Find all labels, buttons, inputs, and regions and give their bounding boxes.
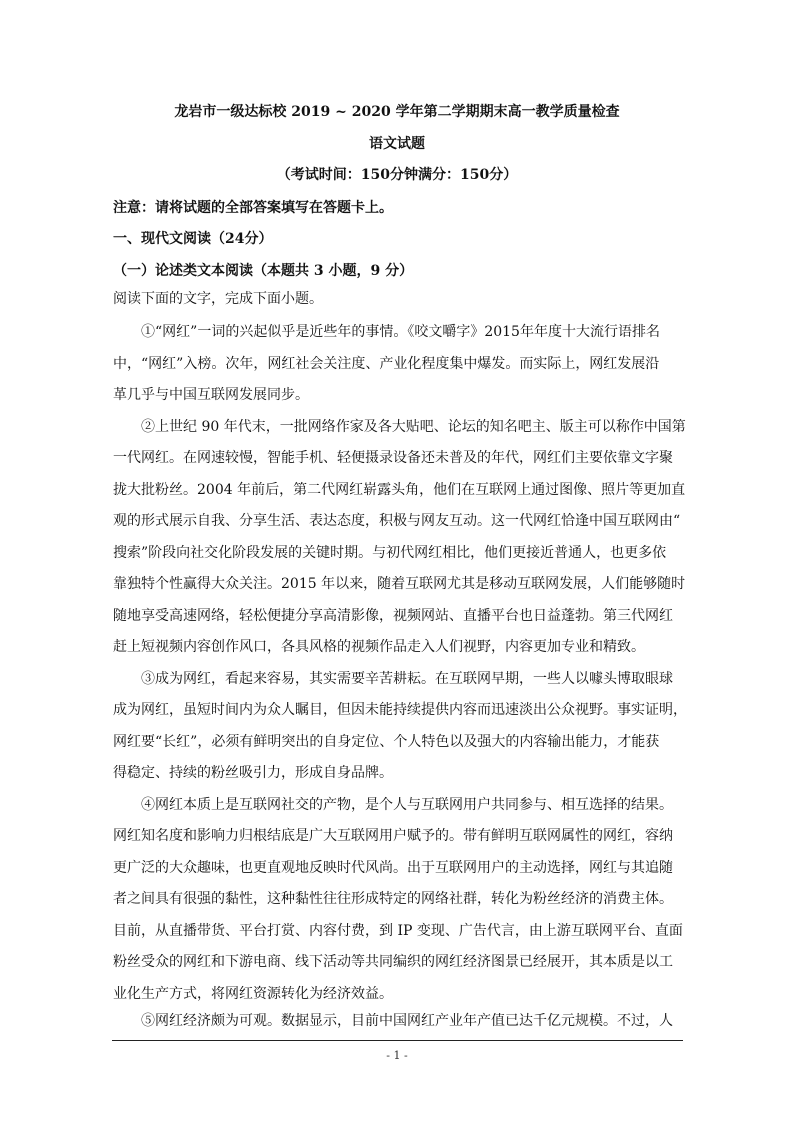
paragraph-line: 粉丝受众的网红和下游电商、线下活动等共同编织的网红经济图景已经展开，其本质是以工: [113, 954, 673, 970]
paragraph-line: 目前，从直播带货、平台打赏、内容付费，到 IP 变现、广告代言，由上游互联网平台、直面: [113, 923, 683, 939]
paragraph-line: 革几乎与中国互联网发展同步。: [113, 387, 309, 403]
paragraph-line: ③成为网红，看起来容易，其实需要辛苦耕耘。在互联网早期，一些人以噱头博取眼球: [141, 671, 673, 687]
paragraph-line: 网红要“长红”，必须有鲜明突出的自身定位、个人特色以及强大的内容输出能力，才能获: [113, 734, 660, 750]
subject-title: 语文试题: [369, 136, 425, 152]
paragraph-line: 更广泛的大众趣味，也更直观地反映时代风尚。出于互联网用户的主动选择，网红与其追随: [113, 860, 673, 876]
paragraph-line: 业化生产方式，将网红资源转化为经济效益。: [113, 986, 393, 1002]
page-number: - 1 -: [386, 1049, 408, 1062]
paragraph-line: 搜索”阶段向社交化阶段发展的关键时期。与初代网红相比，他们更接近普通人，也更多依: [113, 545, 667, 561]
paragraph-line: ④网红本质上是互联网社交的产物，是个人与互联网用户共同参与、相互选择的结果。: [141, 797, 673, 813]
paragraph-line: ⑤网红经济颇为可观。数据显示，目前中国网红产业年产值已达千亿元规模。不过，人: [141, 1013, 673, 1029]
paragraph-line: 赶上短视频内容创作风口，各具风格的视频作品走入人们视野，内容更加专业和精致。: [113, 639, 645, 655]
paragraph-line: 得稳定、持续的粉丝吸引力，形成自身品牌。: [113, 765, 393, 781]
paragraph-line: ①“网红”一词的兴起似乎是近些年的事情。《咬文嚼字》2015年年度十大流行语排名: [141, 324, 660, 340]
paragraph-line: 拢大批粉丝。2004 年前后，第二代网红崭露头角，他们在互联网上通过图像、照片等更加直: [113, 482, 686, 498]
paragraph-line: 者之间具有很强的黏性，这种黏性往往形成特定的网络社群，转化为粉丝经济的消费主体。: [113, 891, 673, 907]
paragraph-line: 随地享受高速网络，轻松便捷分享高清影像，视频网站、直播平台也日益蓬勃。第三代网红: [113, 608, 673, 624]
notice-text: 注意：请将试题的全部答案填写在答题卡上。: [113, 200, 393, 216]
paragraph-line: 成为网红，虽短时间内为众人瞩目，但因未能持续提供内容而迅速淡出公众视野。事实证明，: [113, 702, 687, 718]
paragraph-line: 网红知名度和影响力归根结底是广大互联网用户赋予的。带有鲜明互联网属性的网红，容纳: [113, 828, 673, 844]
exam-title: 龙岩市一级达标校 2019 ~ 2020 学年第二学期期末高一教学质量检查: [174, 104, 620, 120]
paragraph-line: 靠独特个性赢得大众关注。2015 年以来，随着互联网尤其是移动互联网发展，人们能够随时: [113, 576, 686, 592]
section-heading: 一、现代文阅读（24分）: [113, 231, 273, 247]
paragraph-line: 一代网红。在网速较慢，智能手机、轻便摄录设备还未普及的年代，网红们主要依靠文字聚: [113, 450, 673, 466]
exam-info: （考试时间：150分钟满分：150分）: [276, 167, 518, 183]
footer-divider: [112, 1040, 683, 1041]
paragraph-line: ②上世纪 90 年代末，一批网络作家及各大贴吧、论坛的知名吧主、版主可以称作中国第: [141, 419, 686, 435]
paragraph-line: 观的形式展示自我、分享生活、表达态度，积极与网友互动。这一代网红恰逢中国互联网由“: [113, 513, 681, 529]
paragraph-line: 中，“网红”入榜。次年，网红社会关注度、产业化程度集中爆发。而实际上，网红发展沿: [113, 356, 660, 372]
sub-section-heading: （一）论述类文本阅读（本题共 3 小题，9 分）: [113, 263, 414, 279]
reading-instruction: 阅读下面的文字，完成下面小题。: [113, 291, 323, 307]
